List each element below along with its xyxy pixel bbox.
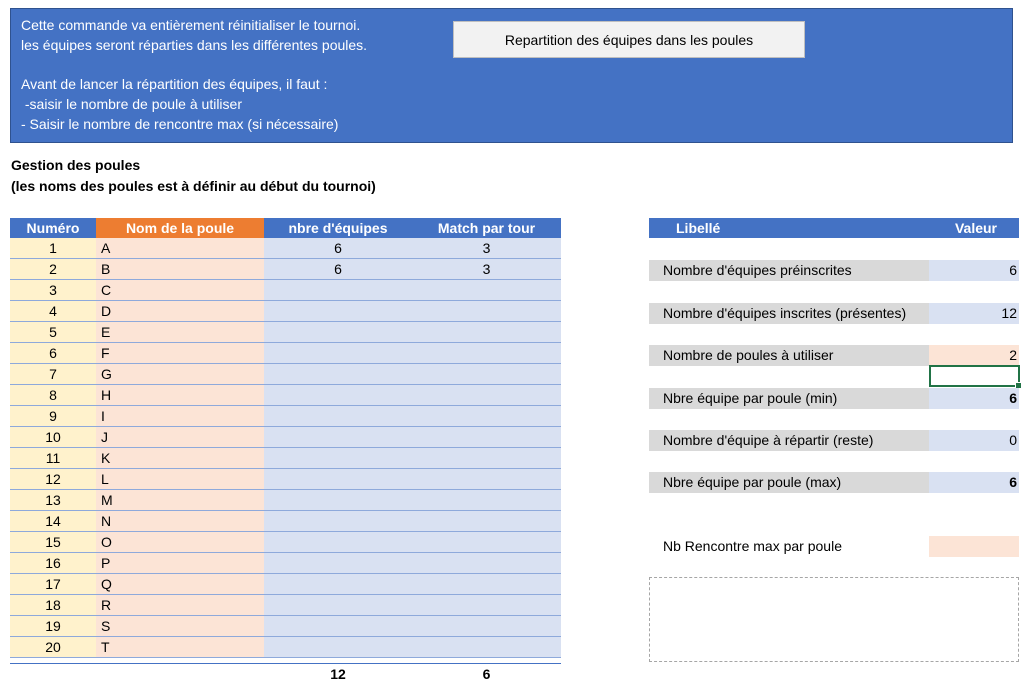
poule-matches-per-round[interactable] [412,322,561,343]
param-label[interactable]: Nombre d'équipes inscrites (présentes) [649,303,929,324]
poule-matches-per-round[interactable] [412,385,561,406]
poule-name[interactable]: Q [96,574,264,595]
poules-count-input[interactable]: 2 [929,345,1019,366]
poule-number[interactable]: 20 [10,637,96,658]
param-value[interactable]: 6 [929,260,1019,281]
poule-matches-per-round[interactable] [412,511,561,532]
poule-number[interactable]: 15 [10,532,96,553]
poule-teams-count[interactable] [264,574,412,595]
poule-number[interactable]: 6 [10,343,96,364]
poule-matches-per-round[interactable] [412,637,561,658]
max-rencontres-input[interactable] [929,536,1019,557]
poule-number[interactable]: 9 [10,406,96,427]
poule-number[interactable]: 11 [10,448,96,469]
banner-line: Cette commande va entièrement réinitialiser le tournoi. [21,17,361,33]
poule-matches-per-round[interactable] [412,343,561,364]
poule-matches-per-round[interactable]: 3 [412,259,561,280]
poule-teams-count[interactable]: 6 [264,259,412,280]
poule-teams-count[interactable] [264,595,412,616]
banner-line: - Saisir le nombre de rencontre max (si nécessaire) [21,116,339,132]
header-libelle[interactable]: Libellé [676,220,721,236]
table-row [10,406,561,427]
poule-name[interactable]: D [96,301,264,322]
poule-name[interactable]: H [96,385,264,406]
table-row [10,532,561,553]
poule-name[interactable]: I [96,406,264,427]
poule-teams-count[interactable] [264,637,412,658]
param-row [649,430,1019,451]
param-label[interactable]: Nombre d'équipes préinscrites [649,260,929,281]
poule-matches-per-round[interactable] [412,448,561,469]
banner-line: les équipes seront réparties dans les différentes poules. [21,37,368,53]
poule-number[interactable]: 18 [10,595,96,616]
param-value[interactable]: 0 [929,430,1019,451]
table-row [10,511,561,532]
poule-number[interactable]: 4 [10,301,96,322]
poule-name[interactable]: O [96,532,264,553]
table-row [10,448,561,469]
poule-teams-count[interactable] [264,553,412,574]
param-row [649,388,1019,409]
param-row [649,536,1019,557]
header-numero[interactable]: Numéro [26,220,80,236]
poule-name[interactable]: N [96,511,264,532]
header-match-par-tour[interactable]: Match par tour [437,220,536,236]
param-row [649,303,1019,324]
poule-number[interactable]: 16 [10,553,96,574]
poule-number[interactable]: 7 [10,364,96,385]
poule-number[interactable]: 17 [10,574,96,595]
banner-line: Avant de lancer la répartition des équipes, il faut : [21,76,328,92]
poule-number[interactable]: 10 [10,427,96,448]
table-row [10,490,561,511]
table-row [10,385,561,406]
poule-name[interactable]: C [96,280,264,301]
poule-name[interactable]: F [96,343,264,364]
table-row [10,238,561,259]
poule-teams-count[interactable] [264,301,412,322]
header-nbre-equipes[interactable]: nbre d'équipes [288,220,388,236]
poule-matches-per-round[interactable] [412,574,561,595]
table-row [10,553,561,574]
table-row [10,637,561,658]
poule-matches-per-round[interactable] [412,469,561,490]
poule-number[interactable]: 14 [10,511,96,532]
poule-teams-count[interactable] [264,364,412,385]
table-row [10,364,561,385]
poule-teams-count[interactable] [264,490,412,511]
table-row [10,595,561,616]
section-title: Gestion des poules [11,157,141,173]
poule-teams-count[interactable] [264,511,412,532]
poule-matches-per-round[interactable] [412,301,561,322]
param-value[interactable]: 6 [929,472,1019,493]
param-row [649,472,1019,493]
table-row [10,301,561,322]
param-row [649,345,1019,366]
poule-teams-count[interactable]: 6 [264,238,412,259]
poule-name[interactable]: A [96,238,264,259]
params-table-header [649,218,1019,238]
instructions-banner [10,8,1013,143]
poule-matches-per-round[interactable] [412,427,561,448]
poules-table-header [10,218,561,238]
table-row [10,259,561,280]
poule-teams-count[interactable] [264,616,412,637]
poule-name[interactable]: G [96,364,264,385]
poule-name[interactable]: E [96,322,264,343]
banner-line: -saisir le nombre de poule à utiliser [21,96,242,112]
table-row [10,322,561,343]
poule-matches-per-round[interactable] [412,616,561,637]
param-value[interactable]: 12 [929,303,1019,324]
distribute-teams-button[interactable]: Repartition des équipes dans les poules [453,21,805,58]
poule-number[interactable]: 5 [10,322,96,343]
total-teams[interactable]: 12 [330,666,346,682]
poule-name[interactable]: K [96,448,264,469]
param-label[interactable]: Nombre d'équipe à répartir (reste) [649,430,929,451]
poule-matches-per-round[interactable] [412,490,561,511]
table-row [10,574,561,595]
poule-name[interactable]: R [96,595,264,616]
poule-number[interactable]: 2 [10,259,96,280]
poule-teams-count[interactable] [264,406,412,427]
header-valeur[interactable]: Valeur [954,220,997,236]
notes-box[interactable] [649,577,1019,662]
poule-number[interactable]: 1 [10,238,96,259]
poule-teams-count[interactable] [264,385,412,406]
poule-name[interactable]: B [96,259,264,280]
poule-matches-per-round[interactable] [412,532,561,553]
table-row [10,343,561,364]
poule-matches-per-round[interactable] [412,364,561,385]
poule-teams-count[interactable] [264,343,412,364]
poule-matches-per-round[interactable] [412,406,561,427]
param-row [649,260,1019,281]
header-nom-poule[interactable]: Nom de la poule [96,218,264,238]
param-label[interactable]: Nombre de poules à utiliser [649,345,929,366]
param-label[interactable]: Nb Rencontre max par poule [663,538,842,554]
param-value[interactable]: 6 [929,388,1019,409]
poule-teams-count[interactable] [264,532,412,553]
poule-number[interactable]: 12 [10,469,96,490]
poule-name[interactable]: P [96,553,264,574]
poule-name[interactable]: J [96,427,264,448]
poule-number[interactable]: 3 [10,280,96,301]
poule-name[interactable]: S [96,616,264,637]
poules-totals-row [10,663,561,684]
poule-name[interactable]: T [96,637,264,658]
poule-matches-per-round[interactable] [412,280,561,301]
poule-teams-count[interactable] [264,469,412,490]
poules-table [10,218,561,658]
poule-teams-count[interactable] [264,322,412,343]
poule-name[interactable]: L [96,469,264,490]
table-row [10,427,561,448]
poule-number[interactable]: 19 [10,616,96,637]
table-row [10,280,561,301]
poule-number[interactable]: 8 [10,385,96,406]
table-row [10,616,561,637]
param-label[interactable]: Nbre équipe par poule (min) [649,388,929,409]
poule-teams-count[interactable] [264,427,412,448]
poule-matches-per-round[interactable] [412,553,561,574]
poule-number[interactable]: 13 [10,490,96,511]
table-row [10,469,561,490]
poule-name[interactable]: M [96,490,264,511]
poule-teams-count[interactable] [264,280,412,301]
total-matches[interactable]: 6 [482,666,491,682]
poule-matches-per-round[interactable]: 3 [412,238,561,259]
poule-teams-count[interactable] [264,448,412,469]
param-label[interactable]: Nbre équipe par poule (max) [649,472,929,493]
selected-cell[interactable] [929,365,1020,387]
poule-matches-per-round[interactable] [412,595,561,616]
section-subtitle: (les noms des poules est à définir au début du tournoi) [11,178,376,194]
